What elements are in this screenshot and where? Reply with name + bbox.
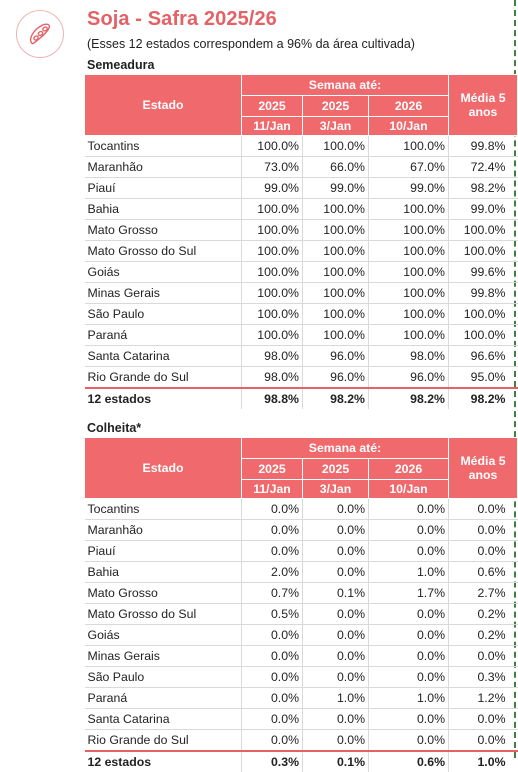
total-value: 0.1% <box>303 751 369 772</box>
cell-estado: Piauí <box>85 541 242 562</box>
column-header-media: Média 5 anos <box>449 75 518 136</box>
cell-value: 0.0% <box>242 646 303 667</box>
column-header-year: 2025 <box>242 96 303 117</box>
table-row <box>85 625 518 646</box>
cell-value: 0.0% <box>242 667 303 688</box>
page-title: Soja - Safra 2025/26 <box>87 8 277 30</box>
cell-estado: Santa Catarina <box>85 346 242 367</box>
column-header-semana: Semana até: <box>242 75 449 96</box>
cell-value: 2.0% <box>242 562 303 583</box>
cell-estado: Bahia <box>85 562 242 583</box>
cell-estado: Maranhão <box>85 520 242 541</box>
total-value: 98.2% <box>449 388 518 409</box>
cell-value: 100.0% <box>449 220 518 241</box>
cell-value: 100.0% <box>369 136 449 157</box>
cell-value: 0.0% <box>369 646 449 667</box>
section-title-semeadura: Semeadura <box>87 58 155 72</box>
page-subtitle: (Esses 12 estados correspondem a 96% da área cultivada) <box>87 37 415 51</box>
cell-value: 100.0% <box>303 220 369 241</box>
header-row <box>85 75 518 96</box>
cell-value: 96.0% <box>303 367 369 389</box>
cell-value: 0.0% <box>369 730 449 752</box>
table-row <box>85 304 518 325</box>
table-colheita <box>84 437 518 772</box>
cell-value: 0.0% <box>242 730 303 752</box>
cell-estado: Mato Grosso do Sul <box>85 604 242 625</box>
cell-value: 98.0% <box>242 346 303 367</box>
logo <box>16 10 64 58</box>
table-row <box>85 730 518 752</box>
table-row <box>85 499 518 520</box>
total-label: 12 estados <box>85 751 242 772</box>
cell-estado: Goiás <box>85 625 242 646</box>
cell-value: 0.7% <box>242 583 303 604</box>
table-row <box>85 178 518 199</box>
table-row <box>85 199 518 220</box>
cell-value: 100.0% <box>303 199 369 220</box>
column-header-year: 2025 <box>303 96 369 117</box>
column-header-year: 2025 <box>303 459 369 480</box>
cell-value: 98.0% <box>369 346 449 367</box>
total-value: 98.8% <box>242 388 303 409</box>
cell-value: 100.0% <box>449 241 518 262</box>
table-row <box>85 157 518 178</box>
table-row <box>85 241 518 262</box>
cell-estado: Rio Grande do Sul <box>85 730 242 752</box>
cell-value: 0.0% <box>303 730 369 752</box>
table-row <box>85 646 518 667</box>
cell-estado: São Paulo <box>85 304 242 325</box>
total-row <box>85 388 518 409</box>
total-value: 98.2% <box>369 388 449 409</box>
cell-value: 0.2% <box>449 604 518 625</box>
cell-value: 100.0% <box>242 241 303 262</box>
cell-value: 0.0% <box>242 688 303 709</box>
cell-value: 100.0% <box>369 241 449 262</box>
cell-value: 0.0% <box>303 562 369 583</box>
cell-value: 66.0% <box>303 157 369 178</box>
cell-value: 0.0% <box>242 520 303 541</box>
table-semeadura <box>84 74 518 409</box>
cell-value: 99.0% <box>303 178 369 199</box>
cell-estado: Santa Catarina <box>85 709 242 730</box>
cell-value: 100.0% <box>303 262 369 283</box>
cell-estado: Rio Grande do Sul <box>85 367 242 389</box>
cell-value: 0.1% <box>303 583 369 604</box>
cell-value: 0.0% <box>449 499 518 520</box>
cell-value: 100.0% <box>369 199 449 220</box>
cell-value: 0.0% <box>242 625 303 646</box>
cell-value: 98.2% <box>449 178 518 199</box>
cell-value: 99.0% <box>242 178 303 199</box>
cell-value: 0.0% <box>242 709 303 730</box>
cell-value: 1.0% <box>303 688 369 709</box>
cell-value: 100.0% <box>369 283 449 304</box>
cell-value: 100.0% <box>303 325 369 346</box>
cell-value: 1.0% <box>369 562 449 583</box>
cell-value: 99.6% <box>449 262 518 283</box>
table-row <box>85 136 518 157</box>
cell-value: 0.0% <box>369 541 449 562</box>
column-header-year: 2026 <box>369 96 449 117</box>
cell-estado: São Paulo <box>85 667 242 688</box>
cell-value: 99.0% <box>449 199 518 220</box>
cell-estado: Paraná <box>85 325 242 346</box>
cell-estado: Mato Grosso <box>85 583 242 604</box>
cell-value: 0.6% <box>449 562 518 583</box>
cell-value: 0.0% <box>242 499 303 520</box>
cell-value: 0.0% <box>449 709 518 730</box>
header-row <box>85 438 518 459</box>
column-header-year: 2025 <box>242 459 303 480</box>
cell-value: 0.2% <box>449 625 518 646</box>
cell-value: 100.0% <box>369 304 449 325</box>
table-row <box>85 583 518 604</box>
cell-value: 100.0% <box>369 220 449 241</box>
soybean-pod-icon <box>25 19 55 49</box>
cell-value: 100.0% <box>242 283 303 304</box>
table-row <box>85 604 518 625</box>
cell-value: 100.0% <box>303 304 369 325</box>
cell-value: 100.0% <box>242 136 303 157</box>
cell-value: 0.0% <box>369 667 449 688</box>
cell-value: 100.0% <box>303 136 369 157</box>
cell-value: 67.0% <box>369 157 449 178</box>
table-row <box>85 367 518 389</box>
cell-value: 1.0% <box>369 688 449 709</box>
cell-value: 100.0% <box>242 325 303 346</box>
cell-value: 100.0% <box>242 304 303 325</box>
cell-value: 99.0% <box>369 178 449 199</box>
table-row <box>85 520 518 541</box>
cell-value: 95.0% <box>449 367 518 389</box>
cell-estado: Mato Grosso do Sul <box>85 241 242 262</box>
cell-value: 0.0% <box>303 520 369 541</box>
column-header-semana: Semana até: <box>242 438 449 459</box>
cell-estado: Paraná <box>85 688 242 709</box>
total-value: 0.3% <box>242 751 303 772</box>
cell-value: 0.0% <box>449 541 518 562</box>
column-header-year: 2026 <box>369 459 449 480</box>
column-header-date: 10/Jan <box>369 480 449 499</box>
cell-estado: Goiás <box>85 262 242 283</box>
cell-value: 0.3% <box>449 667 518 688</box>
total-value: 0.6% <box>369 751 449 772</box>
table-row <box>85 325 518 346</box>
cell-estado: Mato Grosso <box>85 220 242 241</box>
table-row <box>85 667 518 688</box>
cell-estado: Minas Gerais <box>85 283 242 304</box>
cell-value: 100.0% <box>242 199 303 220</box>
cell-value: 99.8% <box>449 136 518 157</box>
cell-value: 100.0% <box>449 325 518 346</box>
cell-estado: Tocantins <box>85 136 242 157</box>
cell-estado: Minas Gerais <box>85 646 242 667</box>
table-row <box>85 688 518 709</box>
cell-value: 0.0% <box>303 625 369 646</box>
cell-value: 99.8% <box>449 283 518 304</box>
cell-value: 100.0% <box>303 283 369 304</box>
table-row <box>85 262 518 283</box>
cell-value: 0.0% <box>303 499 369 520</box>
cell-value: 0.0% <box>242 541 303 562</box>
cell-value: 1.7% <box>369 583 449 604</box>
column-header-date: 3/Jan <box>303 480 369 499</box>
total-value: 1.0% <box>449 751 518 772</box>
cell-value: 100.0% <box>369 325 449 346</box>
cell-estado: Tocantins <box>85 499 242 520</box>
cell-value: 0.0% <box>303 667 369 688</box>
section-title-colheita: Colheita* <box>87 421 142 435</box>
cell-value: 0.0% <box>369 709 449 730</box>
column-header-date: 11/Jan <box>242 480 303 499</box>
cell-estado: Maranhão <box>85 157 242 178</box>
table-row <box>85 346 518 367</box>
cell-value: 100.0% <box>242 262 303 283</box>
cell-value: 96.0% <box>369 367 449 389</box>
column-header-estado: Estado <box>85 438 242 499</box>
cell-value: 0.0% <box>449 730 518 752</box>
table-row <box>85 709 518 730</box>
column-header-estado: Estado <box>85 75 242 136</box>
cell-value: 72.4% <box>449 157 518 178</box>
total-row <box>85 751 518 772</box>
cell-value: 0.5% <box>242 604 303 625</box>
cell-value: 96.6% <box>449 346 518 367</box>
cell-estado: Bahia <box>85 199 242 220</box>
cell-value: 100.0% <box>449 304 518 325</box>
cell-value: 0.0% <box>369 625 449 646</box>
cell-estado: Piauí <box>85 178 242 199</box>
column-header-media: Média 5 anos <box>449 438 518 499</box>
total-value: 98.2% <box>303 388 369 409</box>
column-header-date: 10/Jan <box>369 117 449 136</box>
cell-value: 0.0% <box>303 709 369 730</box>
cell-value: 0.0% <box>303 646 369 667</box>
table-row <box>85 541 518 562</box>
cell-value: 2.7% <box>449 583 518 604</box>
cell-value: 0.0% <box>449 520 518 541</box>
cell-value: 1.2% <box>449 688 518 709</box>
table-row <box>85 283 518 304</box>
cell-value: 73.0% <box>242 157 303 178</box>
column-header-date: 3/Jan <box>303 117 369 136</box>
column-header-date: 11/Jan <box>242 117 303 136</box>
cell-value: 100.0% <box>303 241 369 262</box>
cell-value: 100.0% <box>369 262 449 283</box>
cell-value: 0.0% <box>369 520 449 541</box>
cell-value: 0.0% <box>303 604 369 625</box>
cell-value: 0.0% <box>303 541 369 562</box>
cell-value: 0.0% <box>369 604 449 625</box>
cell-value: 96.0% <box>303 346 369 367</box>
cell-value: 0.0% <box>369 499 449 520</box>
table-row <box>85 562 518 583</box>
cell-value: 0.0% <box>449 646 518 667</box>
cell-value: 98.0% <box>242 367 303 389</box>
table-row <box>85 220 518 241</box>
total-label: 12 estados <box>85 388 242 409</box>
cell-value: 100.0% <box>242 220 303 241</box>
